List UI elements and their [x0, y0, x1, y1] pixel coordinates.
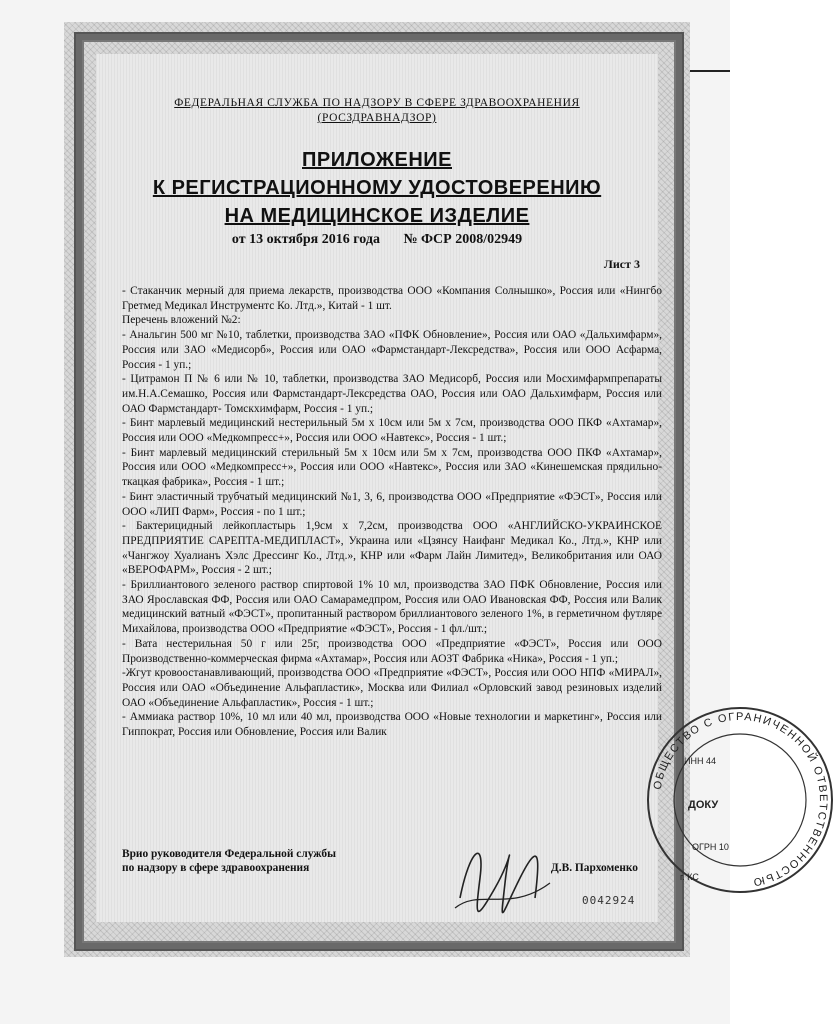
- body-paragraph: Перечень вложений №2:: [122, 314, 241, 327]
- title-line-2: К РЕГИСТРАЦИОННОМУ УДОСТОВЕРЕНИЮ: [152, 177, 602, 199]
- registration-line: [96, 232, 658, 248]
- body-paragraph: - Вата нестерильная 50 г или 25г, производства ООО «Предприятие «ФЭСТ», Россия или ООО Производственно-коммерческая фирма «Ахтамар», Россия или АОЗТ Фабрика «Ника», Россия - 1 уп.;: [122, 637, 662, 665]
- body-paragraph: -Жгут кровоостанавливающий, производства ООО «Предприятие «ФЭСТ», Россия или ООО НПФ «МИРАЛ», Россия или ОАО «Объединение Альфапластик», Москва или Филиал «Орловский завод резиновых изделий ОАО «Объединение Альфапластик», Россия - 1 шт.;: [122, 667, 662, 709]
- body-paragraph: - Бриллиантового зеленого раствор спиртовой 1% 10 мл, производства ЗАО ПФК Обновление, Россия или ЗАО Ярославская ФФ, Россия или ОАО Самарамедпром, Россия или ОАО Ивановская ФФ, Россия или Валик медицинский ватный «ФЭСТ», пропитанный раствором бриллиантового зеленого 1%, в герметичном футляре Михайлова, производства ООО «Предприятие «ФЭСТ», Россия - 1 фл./шт.;: [122, 579, 662, 636]
- body-paragraph: - Бинт марлевый медицинский нестерильный 5м х 10см или 5м х 7см, производства ООО ПКФ «Ахтамар», Россия или ООО «Медкомпресс+», Россия или ООО «Навтекс», Россия - 1 шт.;: [122, 417, 662, 445]
- signatory-title-line-1: Врио руководителя Федеральной службы: [122, 848, 336, 860]
- scan-edge-line: [690, 70, 730, 72]
- signatory-name: Д.В. Пархоменко: [550, 862, 638, 874]
- signature-block: [122, 847, 662, 887]
- body-paragraph: - Бинт эластичный трубчатый медицинский №1, 3, 6, производства ООО «Предприятие «ФЭСТ», Россия или ООО «ЛИП Фарм», Россия - по 1 шт.;: [122, 490, 662, 518]
- registration-number: № ФСР 2008/02949: [403, 232, 523, 247]
- body-paragraph: - Аммиака раствор 10%, 10 мл или 40 мл, производства ООО «Новые технологии и маркетинг», Россия или Гиппократ, Россия или Обновление, Россия или Валик: [122, 711, 662, 739]
- form-serial-number: 0042924: [582, 894, 636, 907]
- svg-text:г. КС: г. КС: [680, 872, 699, 882]
- document-body: [122, 284, 662, 740]
- company-round-stamp: [640, 700, 840, 900]
- title-line-3: НА МЕДИЦИНСКОЕ ИЗДЕЛИЕ: [224, 205, 530, 227]
- body-paragraph: - Анальгин 500 мг №10, таблетки, производства ЗАО «ПФК Обновление», Россия или ОАО «Дальхимфарм», Россия или ЗАО «Медисорб», Россия или ОАО «Фармстандарт-Лексредства», Россия или ООО Асфарма, Россия - 1 уп.;: [122, 329, 662, 371]
- svg-text:ОБЩЕСТВО С ОГРАНИЧЕННОЙ ОТВЕТС: ОБЩЕСТВО С ОГРАНИЧЕННОЙ ОТВЕТСТВЕННОСТЬЮ: [651, 710, 830, 889]
- body-paragraph: - Бактерицидный лейкопластырь 1,9см х 7,2см, производства ООО «АНГЛИЙСКО-УКРАИНСКОЕ ПРЕДПРИЯТИЕ САРЕПТА-МЕДИПЛАСТ», Украина или «Цзянсу Наифанг Медикал Ко., Лтд.», КНР или «Чангжоу Хуалианъ Хэлс Дрессинг Ко., Лтд.», КНР или «Фарм Лайн Лимитед», Великобритания или ОАО «ВЕРОФАРМ», Россия - 2 шт.;: [122, 520, 662, 577]
- body-paragraph: - Цитрамон П № 6 или № 10, таблетки, производства ЗАО Медисорб, Россия или Мосхимфармпрепараты им.Н.А.Семашко, Россия или Фармстандарт-Лексредства ОАО, Россия или ОАО Дальхимфарм, Россия или ОАО Фармстандарт- Томскхимфарм, Россия - 1 уп.;: [122, 373, 662, 415]
- sheet-number: Лист 3: [603, 257, 640, 271]
- signatory-title-line-2: по надзору в сфере здравоохранения: [122, 862, 310, 874]
- body-paragraph: - Стаканчик мерный для приема лекарств, производства ООО «Компания Солнышко», Россия или «Нингбо Гретмед Медикал Инструментс Ко. Лтд.», Китай - 1 шт.: [122, 285, 662, 312]
- agency-heading: [96, 96, 658, 126]
- body-paragraph: - Бинт марлевый медицинский стерильный 5м х 10см или 5м х 7см, производства ООО ПКФ «Ахтамар», Россия или ООО «Медкомпресс+», Россия или ООО «Навтекс», Россия или ЗАО «Кинешемская прядильно-ткацкая фабрика», Россия - 1 шт.;: [122, 446, 662, 489]
- document-title: [96, 146, 658, 230]
- handwritten-signature: [440, 828, 560, 928]
- registration-date: от 13 октября 2016 года: [231, 232, 380, 247]
- title-line-1: ПРИЛОЖЕНИЕ: [302, 149, 452, 171]
- svg-text:ОГРН 10: ОГРН 10: [692, 842, 729, 852]
- agency-abbreviation: (РОСЗДРАВНАДЗОР): [317, 112, 437, 124]
- svg-text:ДОКУ: ДОКУ: [688, 799, 719, 811]
- svg-text:ИНН 44: ИНН 44: [684, 756, 716, 766]
- agency-name: ФЕДЕРАЛЬНАЯ СЛУЖБА ПО НАДЗОРУ В СФЕРЕ ЗДРАВООХРАНЕНИЯ: [174, 97, 580, 109]
